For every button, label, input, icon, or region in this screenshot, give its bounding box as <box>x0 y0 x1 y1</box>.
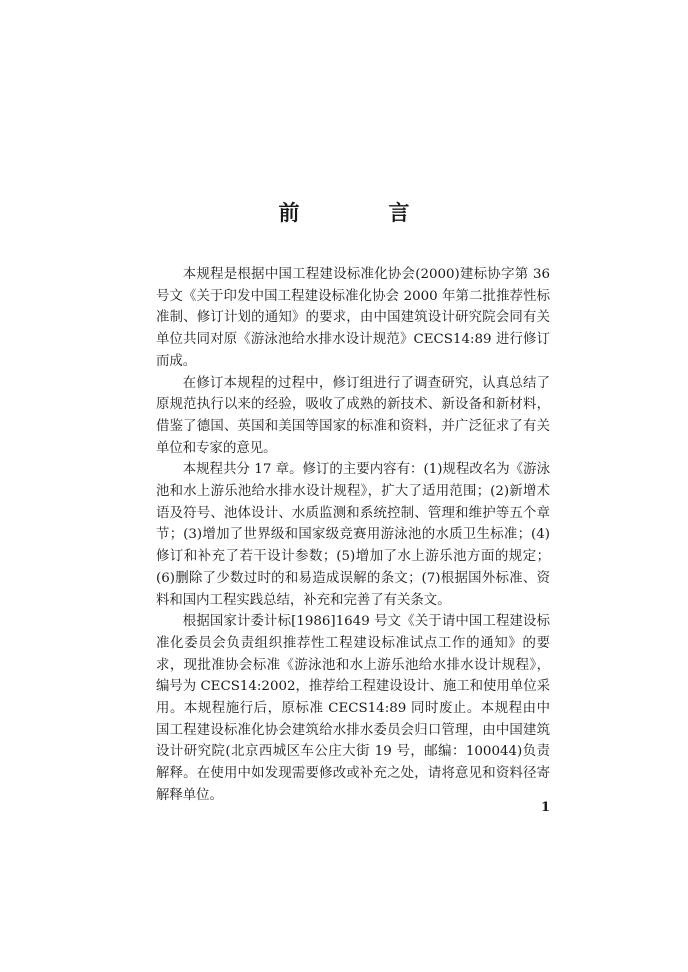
page-number: 1 <box>540 800 550 815</box>
paragraph-revisions: 本规程共分 17 章。修订的主要内容有：(1)规程改名为《游泳池和水上游乐池给水排水设计规程》，扩大了适用范围；(2)新增术语及符号、池体设计、水质监测和系统控制、管理和维护等五个章节；(3)增加了世界级和国家级竞赛用游泳池的水质卫生标准；(4)修订和补充了若干设计参数；(5)增加了水上游乐池方面的规定；(6)删除了少数过时的和易造成误解的条文；(7)根据国外标准、资料和国内工程实践总结，补充和完善了有关条文。 <box>156 462 550 608</box>
paragraph-approval: 根据国家计委计标[1986]1649 号文《关于请中国工程建设标准化委员会负责组织推荐性工程建设标准试点工作的通知》的要求，现批准协会标准《游泳池和水上游乐池给水排水设计规程》，编号为 CECS14:2002，推荐给工程建设设计、施工和使用单位采用。本规程施行后，原标准 CECS14:89 同时废止。本规程由中国工程建设标准化协会建筑给水排水委员会归口管理，由中国建筑设计研究院(北京西城区车公庄大街 19 号，邮编：100044)负责解释。在使用中如发现需要修改或补充之处，请将意见和资料径寄解释单位。 <box>156 614 550 803</box>
paragraph-process: 在修订本规程的过程中，修订组进行了调查研究，认真总结了原规范执行以来的经验，吸收了成熟的新技术、新设备和新材料，借鉴了德国、英国和美国等国家的标准和资料，并广泛征求了有关单位和专家的意见。 <box>156 375 550 456</box>
paragraph-basis: 本规程是根据中国工程建设标准化协会(2000)建标协字第 36 号文《关于印发中国工程建设标准化协会 2000 年第二批推荐性标准制、修订计划的通知》的要求，由中国建筑设计研究院会同有关单位共同对原《游泳池给水排水设计规范》CECS14:89 进行修订而成。 <box>156 267 550 369</box>
preface-body <box>156 264 550 807</box>
page-title: 前 言 <box>278 200 444 225</box>
